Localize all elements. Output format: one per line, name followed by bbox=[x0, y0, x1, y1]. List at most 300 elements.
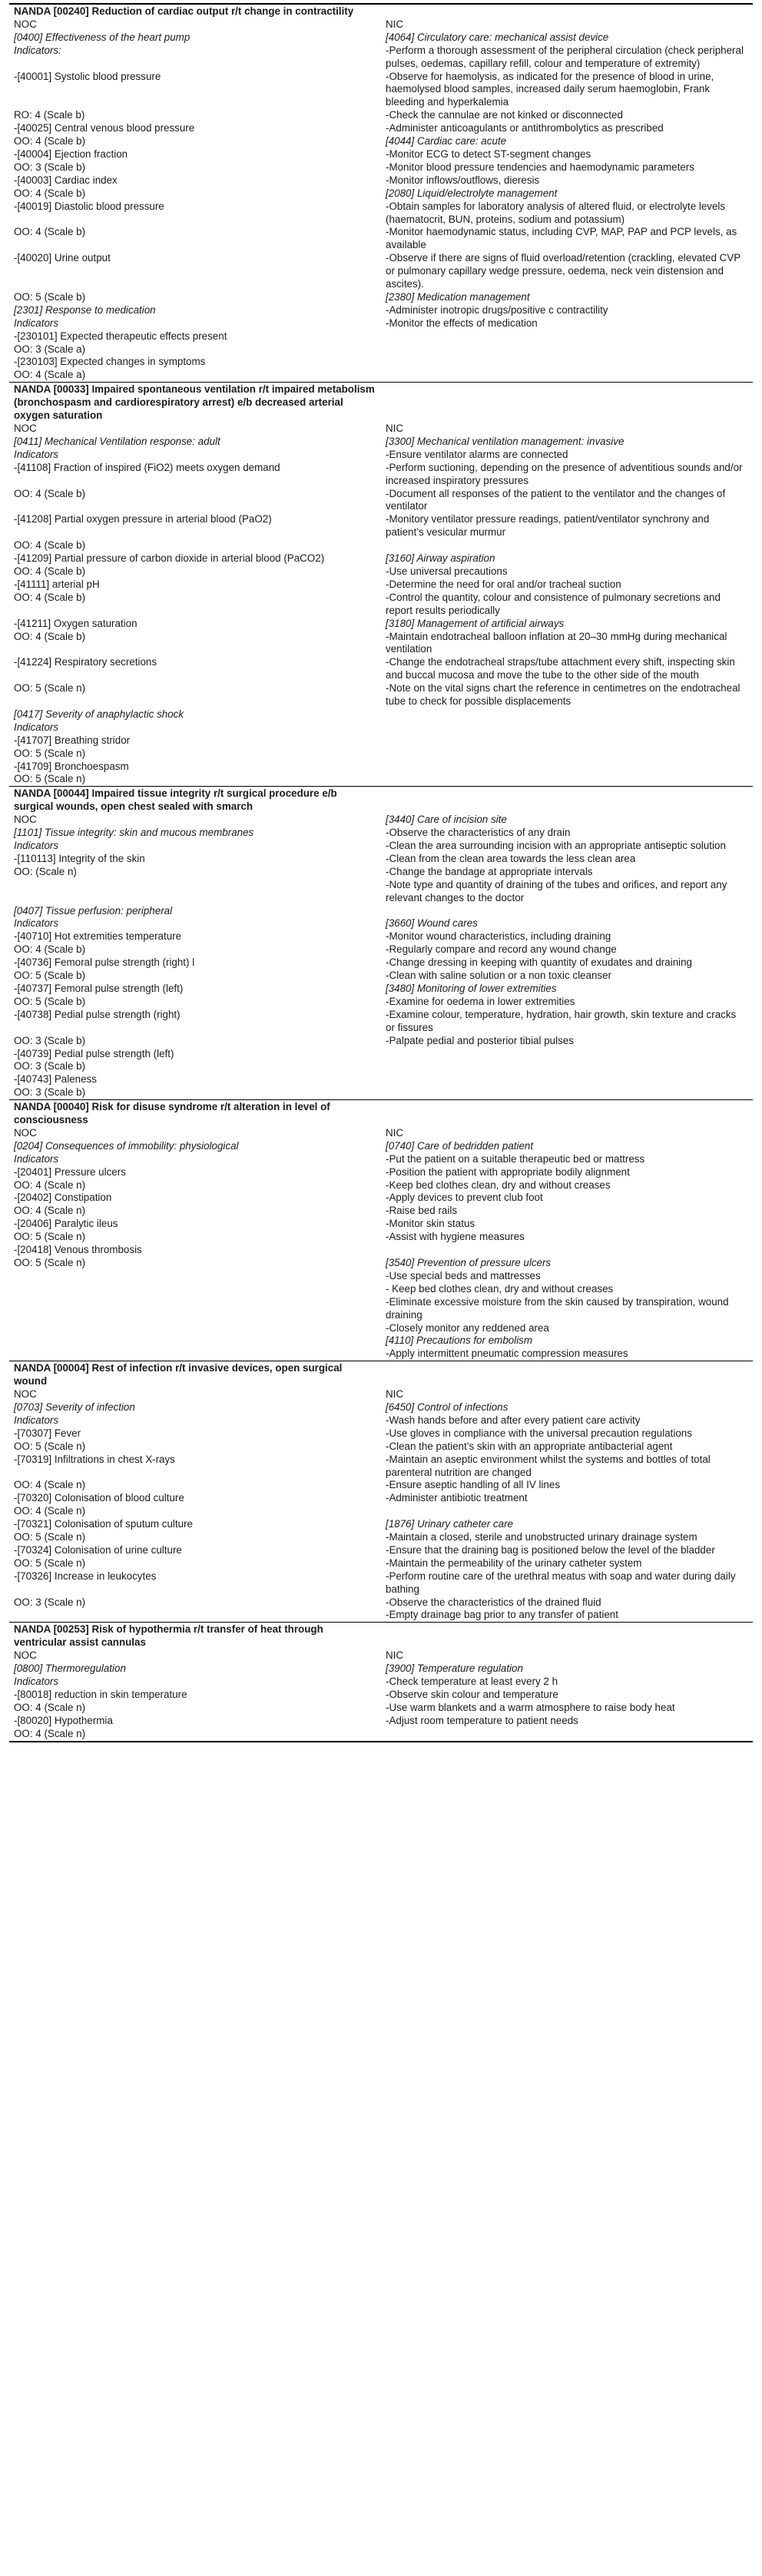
nic-cell bbox=[381, 734, 753, 748]
noc-cell: OO: 4 (Scale b) bbox=[14, 630, 86, 642]
nic-cell: -Observe for haemolysis, as indicated for the presence of blood in urine, haemolysed blood samples, increased daily serum haemoglobin, Frank bleeding and hyperkalemia bbox=[386, 70, 714, 108]
nic-cell: [4110] Precautions for embolism bbox=[386, 1334, 533, 1347]
noc-cell: Indicators bbox=[14, 317, 59, 329]
table-row bbox=[9, 291, 753, 304]
nic-cell: -Regularly compare and record any wound change bbox=[386, 943, 617, 956]
table-row bbox=[9, 1153, 753, 1166]
nic-cell: [0740] Care of bedridden patient bbox=[386, 1139, 534, 1152]
table-row bbox=[9, 956, 753, 970]
nic-cell bbox=[381, 1048, 753, 1061]
table-row bbox=[9, 1649, 753, 1663]
table-row bbox=[9, 814, 753, 827]
table-row bbox=[9, 1557, 753, 1570]
nic-cell: -Perform routine care of the urethral meatus with soap and water during daily bathing bbox=[386, 1570, 736, 1595]
table-row bbox=[9, 31, 753, 45]
table-row bbox=[9, 71, 753, 110]
noc-cell: -[70321] Colonisation of sputum culture bbox=[14, 1518, 193, 1530]
noc-cell: Indicators bbox=[14, 721, 59, 733]
noc-cell: -[70324] Colonisation of urine culture bbox=[14, 1543, 182, 1556]
nic-cell bbox=[381, 330, 753, 343]
table-row bbox=[9, 1127, 753, 1140]
nic-cell: NIC bbox=[386, 1126, 404, 1139]
noc-cell: OO: 4 (Scale b) bbox=[14, 487, 86, 499]
table-row bbox=[9, 1179, 753, 1192]
table-row bbox=[9, 1715, 753, 1728]
nanda-diagnosis-header bbox=[9, 1361, 753, 1388]
noc-cell: NOC bbox=[14, 1649, 37, 1662]
table-row bbox=[9, 1060, 753, 1073]
nic-cell: NIC bbox=[386, 1649, 404, 1662]
nic-cell: -Note on the vital signs chart the reference in centimetres on the endotracheal tube to check for possible displacements bbox=[386, 682, 740, 708]
noc-cell: [0407] Tissue perfusion: peripheral bbox=[14, 904, 173, 917]
table-row bbox=[9, 1257, 753, 1270]
noc-cell: -[41209] Partial pressure of carbon dioxide in arterial blood (PaCO2) bbox=[14, 552, 325, 565]
nic-cell: NIC bbox=[386, 18, 404, 30]
noc-cell: OO: (Scale n) bbox=[14, 865, 77, 877]
nanda-diagnosis-header bbox=[9, 383, 753, 423]
noc-cell: -[70319] Infiltrations in chest X-rays bbox=[14, 1453, 175, 1465]
nic-cell: [3440] Care of incision site bbox=[386, 814, 507, 826]
table-row bbox=[9, 356, 753, 369]
table-row bbox=[9, 343, 753, 356]
nic-cell: NIC bbox=[386, 423, 404, 434]
noc-cell: NOC bbox=[14, 1126, 37, 1139]
noc-cell bbox=[9, 1283, 381, 1296]
nic-cell: -Monitor wound characteristics, including draining bbox=[386, 930, 611, 943]
noc-cell: OO: 5 (Scale b) bbox=[14, 290, 86, 303]
table-row bbox=[9, 1166, 753, 1179]
table-row bbox=[9, 996, 753, 1009]
table-row bbox=[9, 866, 753, 879]
nic-cell: [4064] Circulatory care: mechanical assist device bbox=[386, 31, 609, 43]
table-row bbox=[9, 1086, 753, 1099]
header-spacer bbox=[381, 787, 753, 814]
table-row bbox=[9, 1570, 753, 1596]
table-row bbox=[9, 721, 753, 734]
noc-cell: -[41111] arterial pH bbox=[14, 578, 100, 590]
noc-cell: [1101] Tissue integrity: skin and mucous membranes bbox=[14, 827, 254, 839]
nic-cell: -Monitor the effects of medication bbox=[386, 317, 538, 329]
noc-cell: -[40743] Paleness bbox=[14, 1073, 97, 1086]
table-row bbox=[9, 539, 753, 552]
noc-cell: OO: 3 (Scale b) bbox=[14, 1060, 86, 1073]
table-row bbox=[9, 853, 753, 866]
noc-cell: -[40738] Pedial pulse strength (right) bbox=[14, 1008, 181, 1020]
table-row bbox=[9, 1140, 753, 1153]
table-row bbox=[9, 1505, 753, 1518]
table-row bbox=[9, 1689, 753, 1702]
nanda-diagnosis-header bbox=[9, 4, 753, 18]
noc-cell: -[41709] Bronchoespasm bbox=[14, 760, 129, 772]
nic-cell bbox=[381, 1505, 753, 1518]
nic-cell: -Change dressing in keeping with quantity of exudates and draining bbox=[386, 956, 693, 969]
nic-cell: [3660] Wound cares bbox=[386, 917, 478, 930]
table-row bbox=[9, 1296, 753, 1322]
nic-cell: -Use gloves in compliance with the universal precaution regulations bbox=[386, 1427, 692, 1439]
table-row bbox=[9, 1270, 753, 1283]
table-row bbox=[9, 943, 753, 956]
nic-cell bbox=[381, 369, 753, 382]
nic-cell: -Administer inotropic drugs/positive c contractility bbox=[386, 303, 608, 316]
table-row bbox=[9, 1728, 753, 1742]
noc-cell: -[40025] Central venous blood pressure bbox=[14, 122, 195, 134]
nic-cell: -Observe if there are signs of fluid overload/retention (crackling, elevated CVP or pulmonary capillary wedge pressure, oedema, neck vein distension and ascites). bbox=[386, 252, 740, 290]
table-row bbox=[9, 1596, 753, 1610]
noc-cell: -[230103] Expected changes in symptoms bbox=[14, 356, 206, 368]
noc-cell bbox=[9, 1609, 381, 1622]
noc-cell bbox=[9, 1334, 381, 1348]
noc-cell: OO: 3 (Scale b) bbox=[14, 1034, 86, 1046]
noc-cell bbox=[9, 1348, 381, 1361]
noc-cell: -[40020] Urine output bbox=[14, 252, 111, 264]
table-row bbox=[9, 148, 753, 161]
table-row bbox=[9, 109, 753, 122]
table-row bbox=[9, 1388, 753, 1401]
noc-cell: -[40004] Ejection fraction bbox=[14, 148, 128, 160]
noc-cell: OO: 5 (Scale n) bbox=[14, 1557, 86, 1569]
nic-cell: [2080] Liquid/electrolyte management bbox=[386, 187, 558, 199]
table-row bbox=[9, 1492, 753, 1505]
nic-cell: [2380] Medication management bbox=[386, 290, 530, 303]
noc-cell: OO: 4 (Scale b) bbox=[14, 226, 86, 238]
nic-cell: -Examine for oedema in lower extremities bbox=[386, 995, 575, 1007]
nic-cell: -Ensure that the draining bag is positioned below the level of the bladder bbox=[386, 1543, 715, 1556]
table-row bbox=[9, 1035, 753, 1048]
noc-cell: OO: 3 (Scale b) bbox=[14, 161, 86, 173]
table-row bbox=[9, 682, 753, 708]
table-row bbox=[9, 226, 753, 252]
nic-cell bbox=[381, 905, 753, 918]
table-row bbox=[9, 423, 753, 436]
noc-cell: Indicators bbox=[14, 917, 59, 930]
nanda-diagnosis-header bbox=[9, 1623, 753, 1649]
table-row bbox=[9, 1048, 753, 1061]
table-row bbox=[9, 135, 753, 148]
table-row bbox=[9, 18, 753, 31]
nic-cell: -Ensure aseptic handling of all IV lines bbox=[386, 1479, 561, 1491]
noc-cell: OO: 4 (Scale n) bbox=[9, 1728, 381, 1742]
noc-cell: -[41707] Breathing stridor bbox=[14, 734, 131, 746]
noc-cell: -[70326] Increase in leukocytes bbox=[14, 1570, 157, 1582]
nic-cell: -Observe skin colour and temperature bbox=[386, 1688, 558, 1700]
nic-cell: -Observe the characteristics of any drain bbox=[386, 827, 571, 839]
table-row bbox=[9, 1544, 753, 1557]
noc-cell bbox=[9, 1296, 381, 1322]
nic-cell: -Empty drainage bag prior to any transfer of patient bbox=[386, 1609, 618, 1621]
noc-cell: OO: 4 (Scale b) bbox=[14, 187, 86, 199]
noc-cell: -[41108] Fraction of inspired (FiO2) meets oxygen demand bbox=[14, 461, 280, 473]
noc-cell bbox=[9, 1270, 381, 1283]
table-row bbox=[9, 369, 753, 382]
table-row bbox=[9, 879, 753, 905]
table-row bbox=[9, 330, 753, 343]
table-row bbox=[9, 1334, 753, 1348]
noc-cell: [2301] Response to medication bbox=[14, 303, 156, 316]
noc-cell: -[80018] reduction in skin temperature bbox=[14, 1688, 187, 1700]
nic-cell: -Administer anticoagulants or antithrombolytics as prescribed bbox=[386, 122, 664, 134]
noc-cell: OO: 4 (Scale b) bbox=[14, 591, 86, 603]
noc-cell: OO: 5 (Scale n) bbox=[14, 1231, 86, 1243]
nic-cell: [1876] Urinary catheter care bbox=[386, 1518, 513, 1530]
nic-cell bbox=[381, 1728, 753, 1742]
nic-cell: -Palpate pedial and posterior tibial pulses bbox=[386, 1034, 574, 1046]
nic-cell: - Keep bed clothes clean, dry and without creases bbox=[386, 1282, 614, 1295]
nic-cell: -Control the quantity, colour and consistence of pulmonary secretions and report results periodically bbox=[386, 591, 721, 616]
table-row bbox=[9, 488, 753, 514]
noc-cell: -[70320] Colonisation of blood culture bbox=[14, 1492, 184, 1504]
noc-cell: OO: 3 (Scale b) bbox=[14, 1086, 86, 1099]
table-row bbox=[9, 436, 753, 449]
diagnosis-title: NANDA [00253] Risk of hypothermia r/t transfer of heat through ventricular assist cannulas bbox=[9, 1623, 381, 1649]
table-row bbox=[9, 579, 753, 592]
noc-cell: -[20401] Pressure ulcers bbox=[14, 1165, 126, 1178]
table-row bbox=[9, 1401, 753, 1414]
nic-cell: -Apply devices to prevent club foot bbox=[386, 1192, 543, 1204]
nic-cell bbox=[381, 539, 753, 552]
nic-cell: -Perform suctioning, depending on the presence of adventitious sounds and/or increased inspiratory pressures bbox=[386, 461, 743, 486]
table-row bbox=[9, 1231, 753, 1244]
noc-cell: OO: 5 (Scale b) bbox=[14, 970, 86, 982]
diagnosis-title: NANDA [00240] Reduction of cardiac output r/t change in contractility bbox=[9, 4, 381, 18]
nic-cell: -Eliminate excessive moisture from the skin caused by transpiration, wound draining bbox=[386, 1295, 729, 1321]
noc-cell: OO: 4 (Scale n) bbox=[14, 1701, 86, 1713]
noc-cell bbox=[9, 1322, 381, 1335]
noc-cell: NOC bbox=[14, 814, 37, 826]
nic-cell: -Closely monitor any reddened area bbox=[386, 1321, 549, 1334]
nic-cell: -Monitor skin status bbox=[386, 1218, 475, 1230]
nic-cell bbox=[381, 1086, 753, 1099]
noc-cell: OO: 5 (Scale n) bbox=[14, 1257, 86, 1268]
table-row bbox=[9, 449, 753, 462]
nic-cell: -Clean with saline solution or a non toxic cleanser bbox=[386, 970, 612, 982]
nic-cell: -Observe the characteristics of the drained fluid bbox=[386, 1596, 601, 1608]
nic-cell: -Keep bed clothes clean, dry and without creases bbox=[386, 1179, 611, 1191]
nic-cell: -Clean the area surrounding incision with an appropriate antiseptic solution bbox=[386, 840, 726, 851]
table-row bbox=[9, 917, 753, 930]
nic-cell: -Maintain a closed, sterile and unobstructed urinary drainage system bbox=[386, 1531, 697, 1543]
noc-cell: -[40710] Hot extremities temperature bbox=[14, 930, 182, 943]
table-row bbox=[9, 1702, 753, 1715]
nic-cell: -Maintain endotracheal balloon inflation at 20–30 mmHg during mechanical ventilation bbox=[386, 630, 727, 655]
nic-cell: -Maintain the permeability of the urinary catheter system bbox=[386, 1557, 642, 1569]
noc-cell: [0800] Thermoregulation bbox=[14, 1663, 126, 1675]
table-row bbox=[9, 304, 753, 317]
noc-cell: OO: 3 (Scale n) bbox=[14, 1596, 86, 1608]
noc-cell: Indicators bbox=[14, 1152, 59, 1165]
nic-cell bbox=[381, 356, 753, 369]
nic-cell bbox=[381, 343, 753, 356]
table-row bbox=[9, 1322, 753, 1335]
table-row bbox=[9, 1518, 753, 1531]
table-row bbox=[9, 840, 753, 853]
diagnosis-title: NANDA [00033] Impaired spontaneous ventilation r/t impaired metabolism (bronchospasm and cardiorespiratory arrest) e/b decreased arterial oxygen saturation bbox=[9, 383, 381, 423]
table-row bbox=[9, 631, 753, 657]
table-row bbox=[9, 1218, 753, 1231]
table-row bbox=[9, 462, 753, 488]
nic-cell: -Administer antibiotic treatment bbox=[386, 1492, 528, 1504]
nic-cell: -Change the bandage at appropriate intervals bbox=[386, 865, 593, 877]
nic-cell: -Use universal precautions bbox=[386, 565, 508, 577]
nic-cell: -Adjust room temperature to patient needs bbox=[386, 1714, 578, 1726]
nic-cell bbox=[381, 721, 753, 734]
table-row bbox=[9, 1676, 753, 1689]
nic-cell: -Assist with hygiene measures bbox=[386, 1231, 525, 1243]
table-row bbox=[9, 1244, 753, 1257]
noc-cell: NOC bbox=[14, 18, 37, 30]
header-spacer bbox=[381, 383, 753, 423]
noc-cell: -[20406] Paralytic ileus bbox=[14, 1218, 118, 1230]
table-row bbox=[9, 1009, 753, 1035]
noc-cell: OO: 4 (Scale n) bbox=[14, 1505, 86, 1517]
diagnosis-title: NANDA [00044] Impaired tissue integrity r/t surgical procedure e/b surgical wounds, open chest sealed with smarch bbox=[9, 787, 381, 814]
noc-cell: [0411] Mechanical Ventilation response: adult bbox=[14, 435, 220, 447]
table-row bbox=[9, 1073, 753, 1086]
table-row bbox=[9, 1414, 753, 1427]
noc-cell: OO: 4 (Scale a) bbox=[14, 369, 86, 381]
table-row bbox=[9, 748, 753, 761]
table-row bbox=[9, 1531, 753, 1544]
nic-cell bbox=[381, 1060, 753, 1073]
nic-cell: [3180] Management of artificial airways bbox=[386, 617, 565, 629]
nic-cell: -Clean from the clean area towards the less clean area bbox=[386, 852, 636, 864]
noc-cell: OO: 4 (Scale b) bbox=[14, 539, 86, 552]
nic-cell: -Change the endotracheal straps/tube attachment every shift, inspecting skin and buccal mucosa and move the tube to the other side of the mouth bbox=[386, 656, 735, 681]
nic-cell: -Obtain samples for laboratory analysis of altered fluid, or electrolyte levels (haematocrit, BUN, proteins, sodium and potassium) bbox=[386, 200, 726, 225]
table-row bbox=[9, 1192, 753, 1205]
noc-cell: -[41224] Respiratory secretions bbox=[14, 656, 157, 668]
noc-cell: -[41208] Partial oxygen pressure in arterial blood (PaO2) bbox=[14, 513, 272, 525]
table-row bbox=[9, 45, 753, 71]
noc-cell: -[110113] Integrity of the skin bbox=[14, 852, 145, 864]
table-row bbox=[9, 656, 753, 682]
nic-cell: [3300] Mechanical ventilation management: invasive bbox=[386, 435, 625, 447]
nic-cell: -Check temperature at least every 2 h bbox=[386, 1676, 558, 1687]
table-row bbox=[9, 1427, 753, 1441]
noc-cell: Indicators bbox=[14, 840, 59, 851]
noc-cell: OO: 5 (Scale n) bbox=[14, 682, 86, 695]
noc-cell: -[20418] Venous thrombosis bbox=[14, 1244, 142, 1256]
table-row bbox=[9, 122, 753, 135]
nic-cell: [3160] Airway aspiration bbox=[386, 552, 495, 565]
nic-cell: -Use warm blankets and a warm atmosphere to raise body heat bbox=[386, 1701, 675, 1713]
nic-cell bbox=[381, 761, 753, 774]
nic-cell: -Monitor blood pressure tendencies and haemodynamic parameters bbox=[386, 161, 694, 173]
noc-cell bbox=[9, 879, 381, 905]
table-row bbox=[9, 1441, 753, 1454]
nic-cell: -Apply intermittent pneumatic compression measures bbox=[386, 1348, 628, 1360]
noc-cell: OO: 5 (Scale n) bbox=[14, 747, 86, 759]
noc-cell: OO: 5 (Scale n) bbox=[14, 773, 86, 785]
nic-cell: -Determine the need for oral and/or tracheal suction bbox=[386, 578, 621, 590]
noc-cell: OO: 5 (Scale b) bbox=[14, 995, 86, 1007]
table-row bbox=[9, 1454, 753, 1480]
header-spacer bbox=[381, 4, 753, 18]
noc-cell: -[230101] Expected therapeutic effects present bbox=[14, 330, 227, 342]
table-row bbox=[9, 1205, 753, 1218]
table-row bbox=[9, 565, 753, 579]
noc-cell: -[40736] Femoral pulse strength (right) l bbox=[14, 956, 195, 969]
noc-cell: NOC bbox=[14, 423, 37, 434]
noc-cell: [0703] Severity of infection bbox=[14, 1401, 135, 1413]
table-row bbox=[9, 1348, 753, 1361]
noc-cell: OO: 4 (Scale n) bbox=[14, 1179, 86, 1191]
noc-cell: RO: 4 (Scale b) bbox=[14, 109, 85, 121]
noc-cell: OO: 4 (Scale b) bbox=[14, 565, 86, 577]
nic-cell: -Monitor inflows/outflows, dieresis bbox=[386, 174, 540, 186]
nic-cell: -Monitory ventilator pressure readings, patient/ventilator synchrony and patient’s vesicular murmur bbox=[386, 513, 710, 539]
table-row bbox=[9, 905, 753, 918]
nanda-noc-nic-table bbox=[9, 3, 753, 1742]
nic-cell: -Examine colour, temperature, hydration, hair growth, skin texture and cracks or fissures bbox=[386, 1008, 737, 1033]
nic-cell: -Note type and quantity of draining of the tubes and orifices, and report any relevant changes to the doctor bbox=[386, 878, 727, 903]
nic-cell: -Position the patient with appropriate bodily alignment bbox=[386, 1165, 630, 1178]
nic-cell: NIC bbox=[386, 1388, 404, 1401]
noc-cell: -[80020] Hypothermia bbox=[14, 1714, 113, 1726]
nic-cell: -Raise bed rails bbox=[386, 1205, 458, 1217]
table-row bbox=[9, 983, 753, 996]
table-row bbox=[9, 708, 753, 721]
noc-cell: -[70307] Fever bbox=[14, 1427, 81, 1439]
table-row bbox=[9, 161, 753, 174]
nic-cell: -Perform a thorough assessment of the peripheral circulation (check peripheral pulses, oedemas, capillary refill, colour and temperature of extremity) bbox=[386, 44, 744, 69]
nic-cell: -Monitor haemodynamic status, including CVP, MAP, PAP and PCP levels, as available bbox=[386, 226, 737, 251]
noc-cell: [0417] Severity of anaphylactic shock bbox=[14, 708, 184, 720]
table-row bbox=[9, 970, 753, 983]
noc-cell: OO: 3 (Scale a) bbox=[14, 343, 86, 355]
noc-cell: OO: 5 (Scale n) bbox=[14, 1440, 86, 1452]
header-spacer bbox=[381, 1623, 753, 1649]
noc-cell: NOC bbox=[14, 1388, 37, 1401]
nic-cell: -Wash hands before and after every patient care activity bbox=[386, 1414, 641, 1426]
noc-cell: -[40003] Cardiac index bbox=[14, 174, 118, 186]
noc-cell: -[40737] Femoral pulse strength (left) bbox=[14, 982, 184, 994]
table-row bbox=[9, 827, 753, 840]
table-row bbox=[9, 187, 753, 201]
header-spacer bbox=[381, 1100, 753, 1127]
nic-cell: -Clean the patient’s skin with an appropriate antibacterial agent bbox=[386, 1440, 673, 1452]
nic-cell: -Document all responses of the patient to the ventilator and the changes of ventilator bbox=[386, 487, 726, 512]
noc-cell: Indicators bbox=[14, 1414, 59, 1426]
noc-cell: -[41211] Oxygen saturation bbox=[14, 617, 137, 629]
diagnosis-title: NANDA [00040] Risk for disuse syndrome r/t alteration in level of consciousness bbox=[9, 1100, 381, 1127]
table-row bbox=[9, 513, 753, 539]
table-row bbox=[9, 930, 753, 943]
table-row bbox=[9, 773, 753, 786]
table-row bbox=[9, 761, 753, 774]
nanda-diagnosis-header bbox=[9, 787, 753, 814]
nanda-diagnosis-header bbox=[9, 1100, 753, 1127]
nic-cell bbox=[381, 748, 753, 761]
noc-cell: [0400] Effectiveness of the heart pump bbox=[14, 31, 190, 43]
nic-cell: -Maintain an aseptic environment whilst the systems and bottles of total parenteral nutrition are changed bbox=[386, 1453, 711, 1478]
table-row bbox=[9, 252, 753, 291]
noc-cell: Indicators bbox=[14, 1676, 59, 1687]
nic-cell: -Put the patient on a suitable therapeutic bed or mattress bbox=[386, 1152, 645, 1165]
nic-cell: -Check the cannulae are not kinked or disconnected bbox=[386, 109, 623, 121]
nic-cell: -Ensure ventilator alarms are connected bbox=[386, 448, 568, 460]
noc-cell: -[40019] Diastolic blood pressure bbox=[14, 200, 164, 212]
nic-cell: [3900] Temperature regulation bbox=[386, 1663, 523, 1675]
noc-cell: OO: 4 (Scale b) bbox=[14, 943, 86, 956]
table-row bbox=[9, 317, 753, 330]
nic-cell: -Monitor ECG to detect ST-segment changes bbox=[386, 148, 591, 160]
noc-cell: Indicators bbox=[14, 448, 59, 460]
table-row bbox=[9, 618, 753, 631]
table-row bbox=[9, 174, 753, 187]
diagnosis-title: NANDA [00004] Rest of infection r/t invasive devices, open surgical wound bbox=[9, 1361, 381, 1388]
nic-cell: [3480] Monitoring of lower extremities bbox=[386, 982, 557, 994]
noc-cell: OO: 4 (Scale b) bbox=[14, 135, 86, 148]
